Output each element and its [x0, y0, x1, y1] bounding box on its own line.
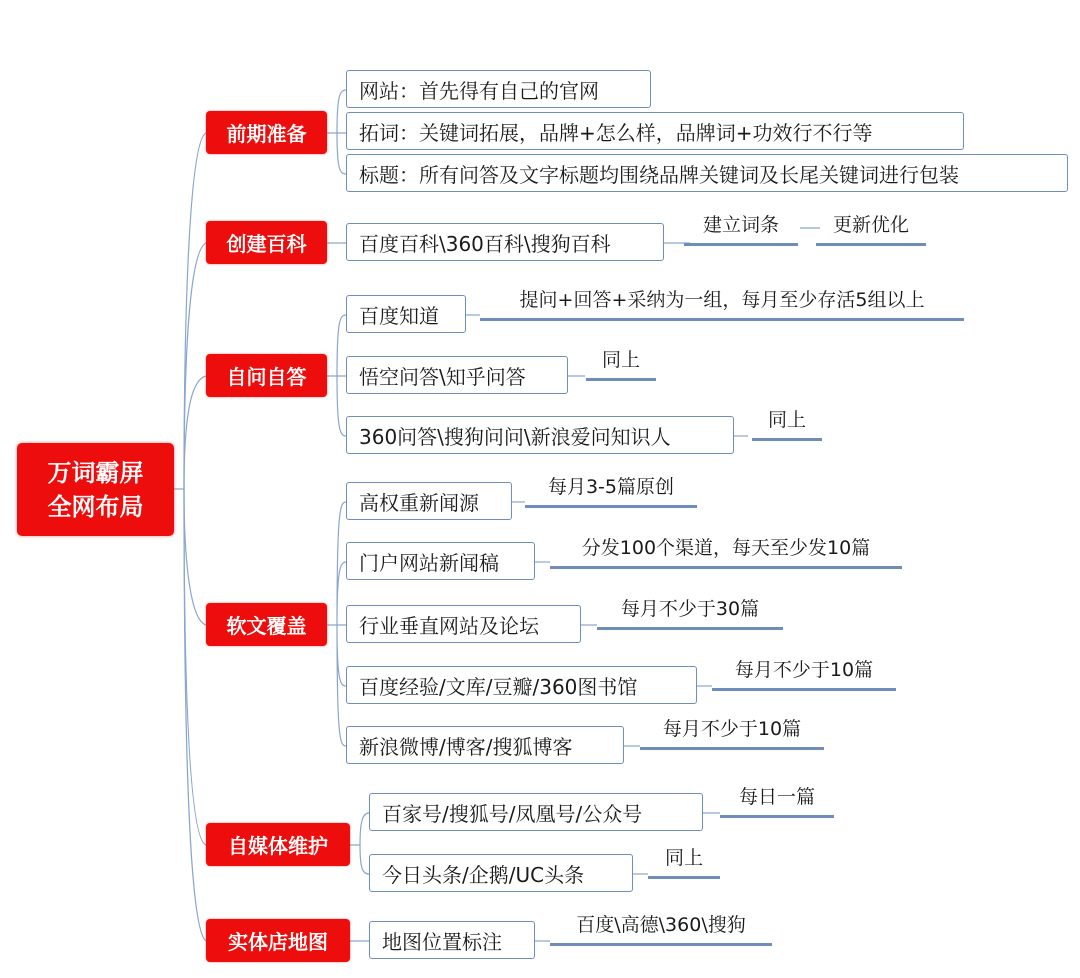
note-same-3: 同上	[648, 843, 720, 879]
note-baidu-zhidao: 提问+回答+采纳为一组，每月至少存活5组以上	[480, 285, 964, 321]
root-node[interactable]	[17, 443, 174, 536]
note-news-source: 每月3-5篇原创	[525, 472, 697, 508]
note-update-optimize: 更新优化	[816, 210, 926, 246]
item-portal-news[interactable]: 门户网站新闻稿	[346, 542, 535, 580]
item-media-accounts[interactable]: 百家号/搜狐号/凤凰号/公众号	[369, 793, 703, 831]
note-portal-news: 分发100个渠道，每天至少发10篇	[550, 533, 902, 569]
root-title-line1: 万词霸屏	[47, 458, 144, 487]
item-weibo-blogs[interactable]: 新浪微博/博客/搜狐博客	[346, 726, 624, 764]
note-baidu-jingyan: 每月不少于10篇	[712, 655, 896, 691]
item-encyclopedias[interactable]: 百度百科\360百科\搜狗百科	[346, 223, 664, 261]
item-baidu-zhidao[interactable]: 百度知道	[346, 295, 466, 333]
item-map-marker[interactable]: 地图位置标注	[369, 921, 535, 959]
item-website[interactable]: 网站：首先得有自己的官网	[346, 70, 651, 108]
item-360-sogou-sina[interactable]: 360问答\搜狗问问\新浪爱问知识人	[346, 416, 734, 454]
note-media-accounts: 每日一篇	[720, 782, 834, 818]
item-wukong-zhihu[interactable]: 悟空问答\知乎问答	[346, 356, 568, 394]
note-create-entry: 建立词条	[684, 210, 798, 246]
category-preparation[interactable]: 前期准备	[206, 111, 327, 154]
note-same-2: 同上	[752, 405, 822, 441]
note-map-providers: 百度\高德\360\搜狗	[550, 910, 772, 946]
category-store-map[interactable]: 实体店地图	[206, 919, 350, 962]
category-soft-articles[interactable]: 软文覆盖	[206, 603, 327, 646]
category-self-qa[interactable]: 自问自答	[206, 354, 327, 397]
item-industry-forums[interactable]: 行业垂直网站及论坛	[346, 605, 581, 643]
category-encyclopedia[interactable]: 创建百科	[206, 221, 327, 264]
item-keyword-expansion[interactable]: 拓词：关键词拓展，品牌+怎么样，品牌词+功效行不行等	[346, 112, 964, 150]
note-weibo-blogs: 每月不少于10篇	[640, 714, 824, 750]
item-news-source[interactable]: 高权重新闻源	[346, 482, 512, 520]
note-industry-forums: 每月不少于30篇	[597, 594, 783, 630]
item-titles[interactable]: 标题：所有问答及文字标题均围绕品牌关键词及长尾关键词进行包装	[346, 154, 1068, 192]
root-title-line2: 全网布局	[47, 492, 144, 521]
note-same-1: 同上	[586, 345, 656, 381]
item-toutiao-uc[interactable]: 今日头条/企鹅/UC头条	[369, 854, 633, 892]
item-baidu-jingyan[interactable]: 百度经验/文库/豆瓣/360图书馆	[346, 666, 697, 704]
category-self-media[interactable]: 自媒体维护	[206, 823, 350, 866]
